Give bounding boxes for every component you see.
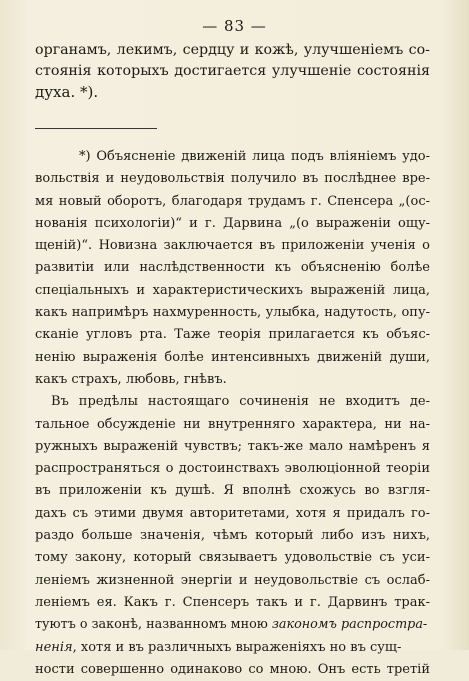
footnote-divider [35,128,157,129]
footnote-line: леніемъ ея. Какъ г. Спенсеръ такъ и г. Дарвинъ трак- [35,594,430,610]
footnote-line: мя новый оборотъ, благодаря трудамъ г. Спенсера „(ос- [35,193,430,209]
footnote-line: раздо больше значенія, чѣмъ который либо изъ нихъ, [35,528,430,544]
footnote-line: какъ напримѣръ нахмуренность, улыбка, надутость, опу- [35,305,430,321]
page-number: — 83 — [202,17,267,35]
footnote-text: , хотя и въ различныхъ выраженіяхъ но въ сущ- [72,639,402,655]
footnote-italic-term: ненія [35,639,73,655]
footnote-line: вольствія и неудовольствія получило въ послѣднее вре- [35,171,430,187]
footnote-line: какъ страхъ, любовь, гнѣвъ. [35,371,227,387]
footnote-line: тому закону, который связываетъ удовольствіе съ уси- [35,550,430,566]
footnote-line: ружныхъ выраженій чувствъ; такъ-же мало намѣренъ я [35,438,430,454]
footnote-line: ности совершенно одинаково со мною. Онъ есть третій [35,661,430,677]
footnote-italic-term: закономъ распростра- [271,617,428,633]
footnote-line: развитіи или наслѣдственности къ объясненію болѣе [35,260,430,276]
footnote-line: ненію выраженія болѣе интенсивныхъ движеній души, [35,349,430,365]
footnote-line [35,637,430,659]
text-line: стоянія которыхъ достигается улучшеніе состоянія [35,63,430,79]
footnote-line: щеній)“. Новизна заключается въ приложеніи ученія о [35,238,430,254]
footnote-line: тальное обсужденіе ни внутренняго характера, ни на- [35,416,430,432]
footnote-text: туютъ о законѣ, названномъ мною [35,617,272,633]
footnote-line: *) Объясненіе движеній лица подъ вліяніемъ удо- [79,149,430,164]
footnote [35,146,430,681]
footnote-line: дахъ съ этими двумя авторитетами, хотя я придалъ го- [35,505,430,521]
footnote-line: распространяться о достоинствахъ эволюціонной теоріи [35,461,430,477]
text-line: органамъ, лекимъ, сердцу и кожѣ, улучшеніемъ со- [35,42,430,58]
text-line: духа. *). [35,83,99,101]
footnote-line [35,614,430,636]
footnote-line: спеціальныхъ и характеристическихъ выраженій лица, [35,282,430,298]
footnote-line: нованія психологіи)“ и г. Дарвина „(о выраженіи ощу- [35,215,430,231]
footnote-line: въ приложеніи къ душѣ. Я вполнѣ схожусь во взгля- [35,483,430,499]
main-paragraph [35,40,430,103]
footnote-line: Въ предѣлы настоящаго сочиненія не входитъ де- [51,394,430,410]
footnote-line: леніемъ жизненной энергіи и неудовольствіе съ ослаб- [35,572,430,588]
footnote-line: сканіе угловъ рта. Таже теорія прилагается къ объяс- [35,327,430,343]
